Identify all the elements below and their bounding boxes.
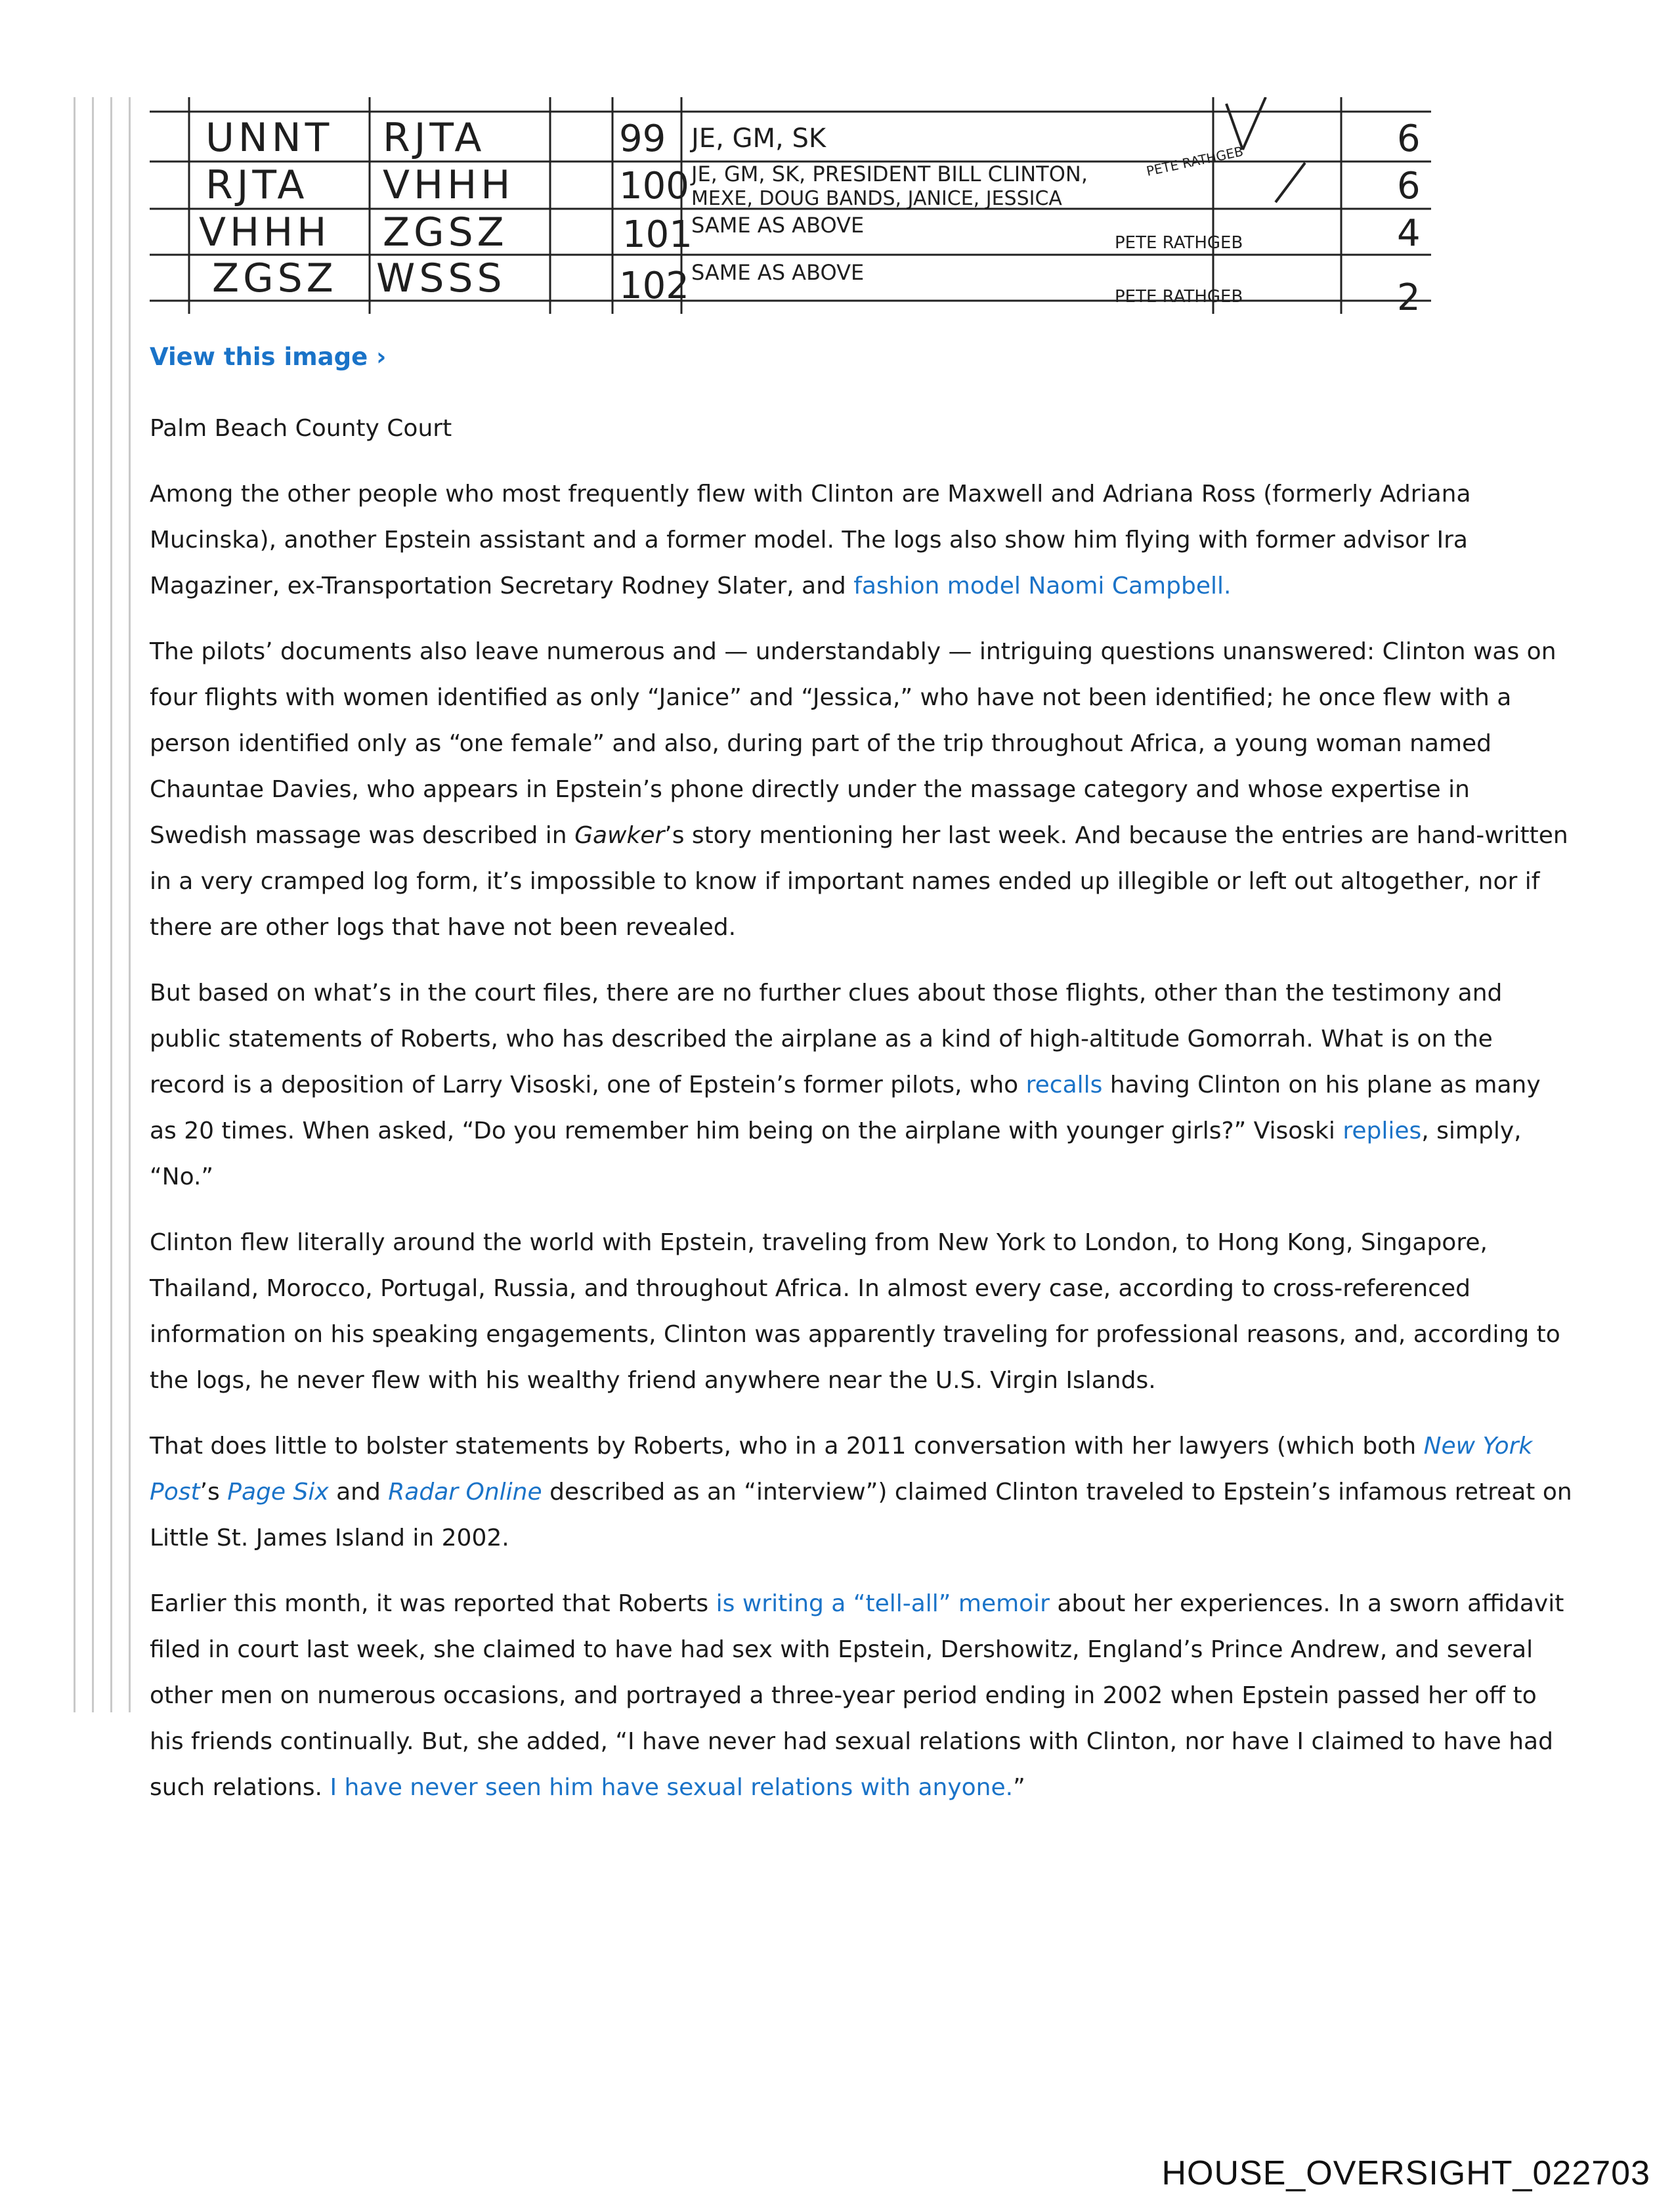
image-caption: Palm Beach County Court [150,415,452,442]
log-row4-to: WSSS [376,255,506,301]
article-body [150,406,1574,1831]
log-row3-to: ZGSZ [383,209,508,255]
log-row2-count: 6 [1397,165,1421,207]
log-row2-to: VHHH [383,162,515,208]
log-row3-from: VHHH [199,209,331,255]
bates-number: HOUSE_OVERSIGHT_022703 [1161,2154,1650,2192]
log-row2-from: RJTA [205,162,309,208]
gutter-rule-1 [74,97,75,1712]
log-row4-num: 102 [619,265,689,307]
gutter-rule-3 [110,97,112,1712]
p6-text-1: Earlier this month, it was reported that Roberts [150,1590,716,1617]
p3-text-3: , simply, “No.” [150,1117,1522,1190]
log-row3-passengers: SAME AS ABOVE [691,213,865,238]
p6-text-3: ” [1013,1774,1025,1801]
log-row3-pilot: PETE RATHGEB [1115,233,1243,253]
log-row4-passengers: SAME AS ABOVE [691,260,865,285]
log-row1-to: RJTA [383,115,486,161]
log-row2-num: 100 [619,165,689,207]
log-row4-pilot: PETE RATHGEB [1115,287,1243,307]
p5-text-2: ’s [200,1479,228,1506]
log-row4-from: ZGSZ [212,255,337,301]
p6-text-2: about her experiences. In a sworn affidavit filed in court last week, she claimed to have had sex with Epstein, Dershowitz, England’s Prince Andrew, and several other men on numerous occasions, and portrayed a three-year period ending in 2002 when Epstein passed her off to his friends continually. But, she added, “I have never had sexual relations with Clinton, nor have I claimed to have had such relations. [150,1590,1564,1801]
p3-text-1: But based on what’s in the court files, there are no further clues about those flights, other than the testimony and public statements of Roberts, who has described the airplane as a kind of high-altitude Gomorrah. What is on the record is a deposition of Larry Visoski, one of Epstein’s former pilots, who [150,980,1503,1098]
replies-link[interactable]: replies [1342,1117,1422,1144]
new-york-post-link[interactable]: New York Post [150,1433,1533,1506]
log-row2-pilot: PETE RATHGEB [1145,143,1245,179]
radar-online-link[interactable]: Radar Online [388,1479,542,1506]
paragraph-6 [150,1581,1574,1811]
never-seen-him-link[interactable]: I have never seen him have sexual relations with anyone. [330,1774,1014,1801]
log-row1-passengers: JE, GM, SK [691,123,826,154]
log-row3-num: 101 [622,213,693,256]
flight-log-image [150,97,1431,314]
p5-text-3: and [328,1479,389,1506]
p4-text: Clinton flew literally around the world with Epstein, traveling from New York to London, to Hong Kong, Singapore, Thailand, Morocco, Portugal, Russia, and throughout Africa. In almost every case, according to cross-referenced information on his speaking engagements, Clinton was apparently traveling for professional reasons, and, according to the logs, he never flew with his wealthy friend anywhere near the U.S. Virgin Islands. [150,1229,1560,1394]
p1-text: Among the other people who most frequently flew with Clinton are Maxwell and Adriana Ross (formerly Adriana Mucinska), another Epstein assistant and a former model. The logs also show him flying with former advisor Ira Magaziner, ex-Transportation Secretary Rodney Slater, and [150,481,1471,599]
p5-text-4: described as an “interview”) claimed Clinton traveled to Epstein’s infamous retreat on Little St. James Island in 2002. [150,1479,1572,1551]
view-image-link[interactable]: View this image › [150,343,387,371]
gutter-rule-2 [92,97,94,1712]
paragraph-2 [150,629,1574,951]
naomi-campbell-link[interactable]: fashion model Naomi Campbell. [853,573,1232,599]
log-row3-count: 4 [1397,212,1421,255]
memoir-link[interactable]: is writing a “tell-all” memoir [716,1590,1050,1617]
p2-text-2: ’s story mentioning her last week. And because the entries are hand-written in a very cramped log form, it’s impossible to know if important names ended up illegible or left out altogether, nor if there are other logs that have not been revealed. [150,822,1568,941]
log-row4-count: 2 [1397,276,1421,314]
gutter-rule-4 [129,97,131,1712]
log-row2-passengers: JE, GM, SK, PRESIDENT BILL CLINTON, [691,162,1088,186]
log-row2-passengers-line2: MEXE, DOUG BANDS, JANICE, JESSICA [691,187,1062,210]
p5-text-1: That does little to bolster statements by Roberts, who in a 2011 conversation with her lawyers (which both [150,1433,1424,1460]
p3-text-2: having Clinton on his plane as many as 20 times. When asked, “Do you remember him being on the airplane with younger girls?” Visoski [150,1072,1541,1144]
p2-text-1: The pilots’ documents also leave numerous and — understandably — intriguing questions unanswered: Clinton was on four flights with women identified as only “Janice” and “Jessica,” who have not been identified; he once flew with a person identified only as “one female” and also, during part of the trip throughout Africa, a young woman named Chauntae Davies, who appears in Epstein’s phone directly under the massage category and whose expertise in Swedish massage was described in [150,638,1556,849]
gawker-italic: Gawker [574,822,665,849]
paragraph-5 [150,1423,1574,1561]
log-row1-count: 6 [1397,118,1421,160]
page-six-link[interactable]: Page Six [227,1479,329,1506]
paragraph-4 [150,1220,1574,1404]
paragraph-3 [150,970,1574,1200]
log-row1-from: UNNT [205,115,333,161]
paragraph-1 [150,471,1574,609]
log-row1-num: 99 [619,118,666,160]
recalls-link[interactable]: recalls [1025,1072,1103,1098]
